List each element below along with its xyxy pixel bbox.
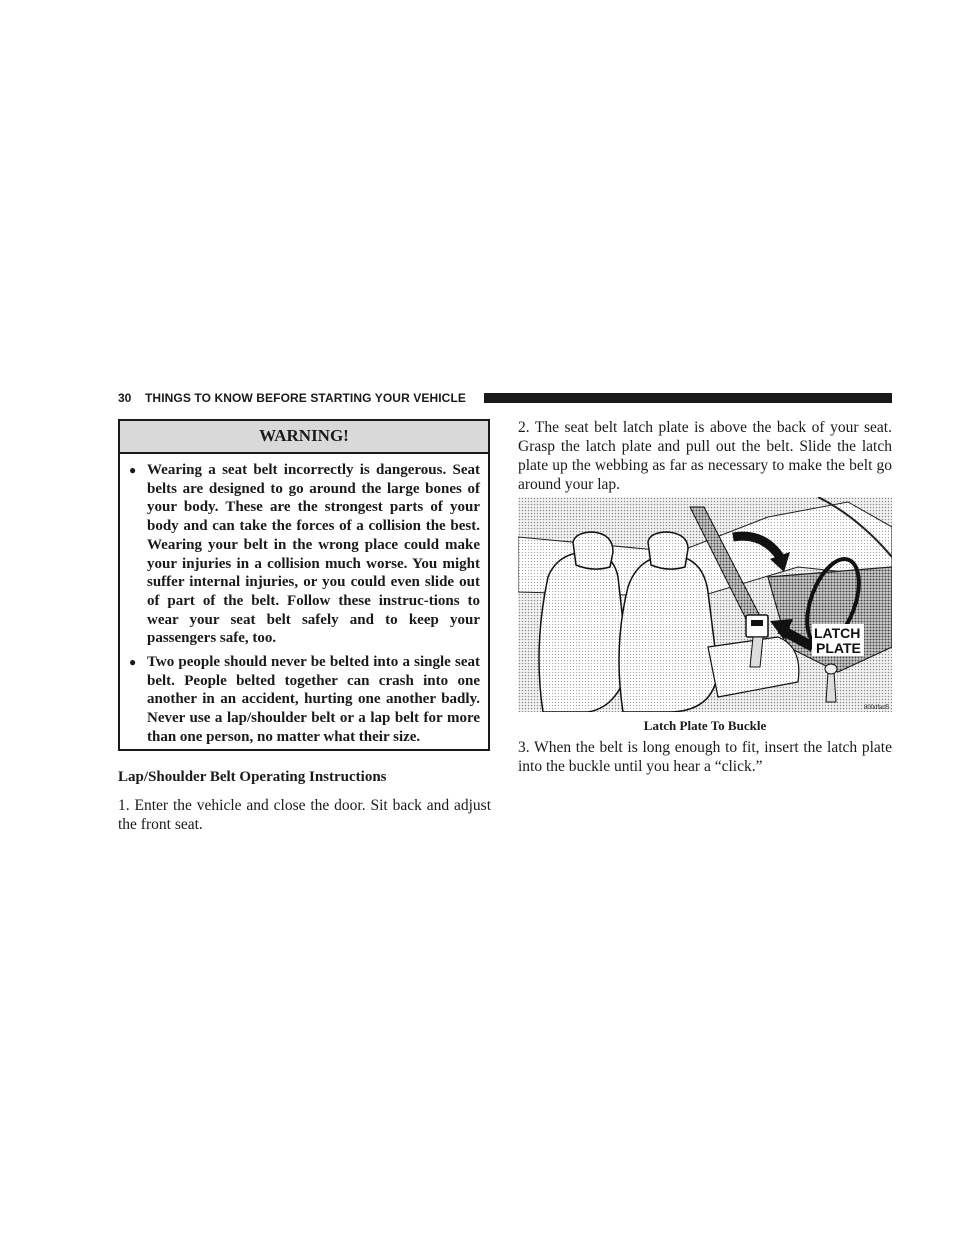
figure-code: 800dfad5 — [864, 705, 890, 711]
page-number: 30 — [118, 391, 132, 405]
warning-body — [120, 454, 488, 747]
callout-latch: LATCH — [814, 625, 861, 641]
step-2: 2. The seat belt latch plate is above the back of your seat. Grasp the latch plate and pull out the belt. Slide the latch plate up the webbing as far as necessary to make the belt go around your lap. — [518, 419, 892, 493]
step-1: 1. Enter the vehicle and close the door. Sit back and adjust the front seat. — [118, 797, 491, 833]
warning-box — [118, 419, 490, 751]
warning-bullet-text: Wearing a seat belt incorrectly is dangerous. Seat belts are designed to go around the large bones of your body. These are the strongest parts of your body and can take the forces of a collision the best. Wearing your belt in the wrong place could make your injuries in a collision much worse. You might suffer internal injuries, or you could even slide out of part of the belt. Follow these instruc-tions to wear your seat belt safely and to keep your passengers safe, too. — [147, 462, 480, 647]
figure-caption: Latch Plate To Buckle — [643, 718, 767, 733]
warning-bullet-text: Two people should never be belted into a single seat belt. People belted together can crash into one another in an accident, hurting one another badly. Never use a lap/shoulder belt or a lap belt for more than one person, no matter what their size. — [147, 654, 480, 745]
warning-title: WARNING! — [120, 421, 488, 454]
step-3: 3. When the belt is long enough to fit, insert the latch plate into the buckle until you hear a “click.” — [518, 739, 892, 775]
warning-bullet — [129, 461, 480, 648]
header-rule — [484, 393, 892, 403]
latch-plate-illustration — [518, 497, 892, 712]
warning-bullet — [129, 653, 480, 747]
section-title: THINGS TO KNOW BEFORE STARTING YOUR VEHICLE — [145, 391, 466, 405]
page-header — [118, 390, 892, 406]
section-heading: Lap/Shoulder Belt Operating Instructions — [118, 769, 387, 785]
callout-plate: PLATE — [816, 640, 861, 656]
bullet-icon: ● — [129, 655, 137, 670]
bullet-icon: ● — [129, 463, 137, 477]
